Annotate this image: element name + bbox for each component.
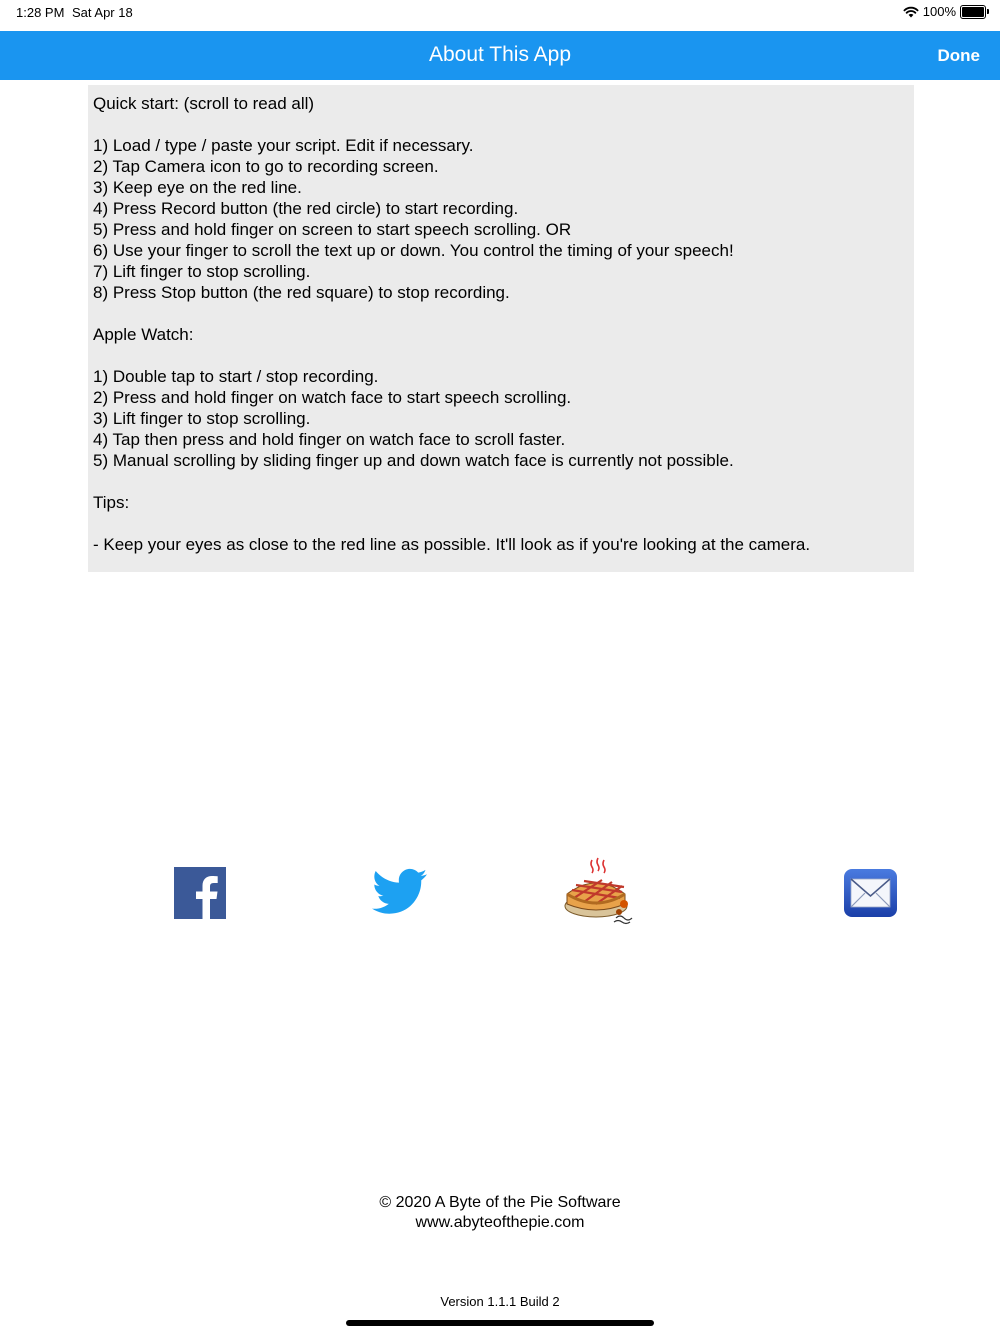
status-right <box>903 4 986 19</box>
facebook-icon[interactable] <box>174 867 226 919</box>
quick-start-step: 1) Load / type / paste your script. Edit if necessary. <box>93 136 474 155</box>
done-button[interactable]: Done <box>937 46 980 65</box>
quick-start-step: 3) Keep eye on the red line. <box>93 178 302 197</box>
watch-step: 4) Tap then press and hold finger on watch face to scroll faster. <box>93 430 566 449</box>
quick-start-step: 8) Press Stop button (the red square) to stop recording. <box>93 283 510 302</box>
twitter-icon[interactable] <box>372 866 428 918</box>
pie-logo-icon[interactable] <box>562 854 638 926</box>
home-indicator[interactable] <box>346 1320 654 1326</box>
status-date: Sat Apr 18 <box>72 5 133 20</box>
battery-icon <box>960 5 986 19</box>
quick-start-step: 5) Press and hold finger on screen to start speech scrolling. OR <box>93 220 572 239</box>
mail-icon[interactable] <box>843 868 898 918</box>
watch-step: 2) Press and hold finger on watch face to start speech scrolling. <box>93 388 572 407</box>
version-label: Version 1.1.1 Build 2 <box>440 1294 560 1309</box>
watch-step: 3) Lift finger to stop scrolling. <box>93 409 311 428</box>
tip-item: - Keep your eyes as close to the red line as possible. It'll look as if you're looking at the camera. <box>93 535 811 554</box>
website-link[interactable]: www.abyteofthepie.com <box>415 1214 585 1231</box>
footer <box>0 1193 1000 1233</box>
navigation-bar <box>0 31 1000 80</box>
watch-step: 1) Double tap to start / stop recording. <box>93 367 379 386</box>
copyright-text: © 2020 A Byte of the Pie Software <box>379 1194 621 1211</box>
quick-start-step: 4) Press Record button (the red circle) to start recording. <box>93 199 519 218</box>
page-title: About This App <box>428 43 572 66</box>
quick-start-step: 2) Tap Camera icon to go to recording screen. <box>93 157 439 176</box>
watch-heading: Apple Watch: <box>93 325 194 344</box>
watch-step: 5) Manual scrolling by sliding finger up and down watch face is currently not possible. <box>93 451 734 470</box>
battery-percent: 100% <box>922 4 956 19</box>
wifi-icon <box>903 6 919 18</box>
status-bar <box>0 0 1000 31</box>
about-text-view[interactable] <box>88 85 914 572</box>
battery-fill <box>962 7 984 17</box>
tips-heading: Tips: <box>93 493 130 512</box>
quick-start-step: 6) Use your finger to scroll the text up or down. You control the timing of your speech! <box>93 241 734 260</box>
quick-start-heading: Quick start: (scroll to read all) <box>93 94 315 113</box>
social-links <box>0 852 1000 932</box>
quick-start-step: 7) Lift finger to stop scrolling. <box>93 262 311 281</box>
status-time: 1:28 PM <box>16 5 65 20</box>
